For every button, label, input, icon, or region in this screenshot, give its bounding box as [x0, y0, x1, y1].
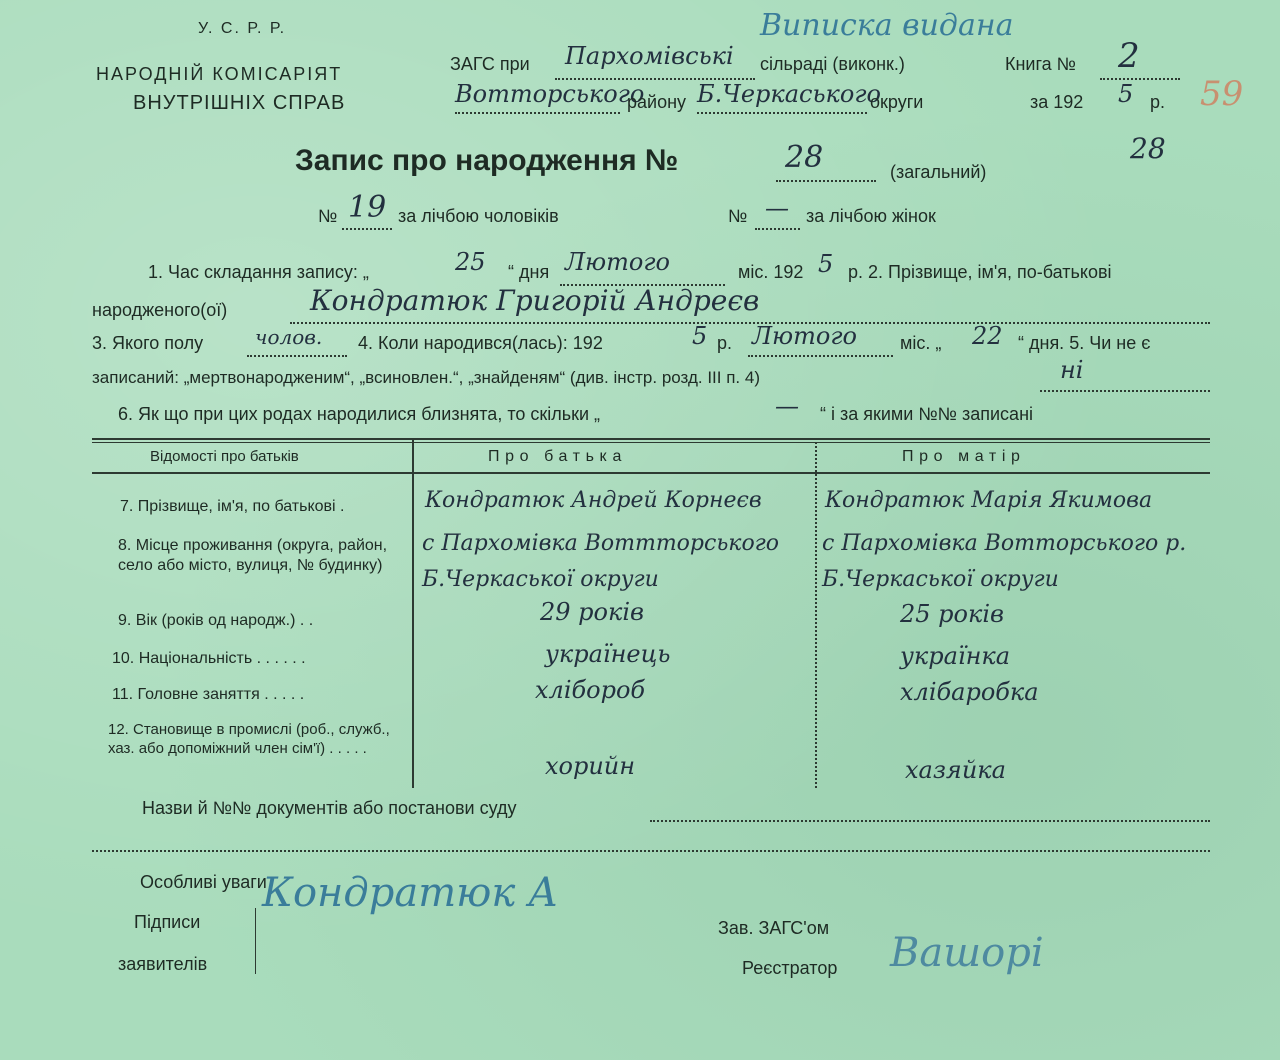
row10-father: українець [545, 640, 671, 668]
field2-label: народженого(ої) [92, 300, 228, 320]
field3-label: 3. Якого полу [92, 333, 204, 353]
women-number: — [765, 194, 789, 222]
row12-label: 12. Становище в промислі (роб., служб., хаз. або допоміжний член сім'ї) . . . . . [108, 721, 390, 757]
registrar-label: Реєстратор [742, 958, 838, 978]
sign-label2: заявителів [118, 954, 208, 974]
row7-mother: Кондратюк Марія Якимова [825, 488, 1153, 513]
women-no-label: № [728, 206, 748, 226]
stamp-note: Виписка видана [760, 8, 1014, 43]
sign-label1: Підписи [134, 912, 201, 932]
col-mother-header: Про матір [902, 448, 1026, 465]
row11-mother: хлібаробка [900, 678, 1039, 706]
field2-value: Кондратюк Григорій Андреєв [310, 284, 760, 317]
ministry-line1: НАРОДНІЙ КОМІСАРІЯТ [96, 64, 343, 84]
ussr-label: У. С. Р. Р. [198, 20, 287, 37]
field6-suffix: “ і за якими №№ записані [820, 404, 1034, 424]
field4-year: 5 [692, 322, 708, 350]
head-label: Зав. ЗАГС'ом [718, 918, 830, 938]
field4-year-suffix: р. [717, 333, 733, 353]
row11-label: 11. Головне заняття . . . . . [112, 686, 305, 703]
field6-value: — [775, 392, 799, 420]
col-father-header: Про батька [488, 448, 627, 465]
docs-label: Назви й №№ документів або постанови суду [142, 798, 517, 818]
men-number: 19 [348, 190, 387, 225]
applicant-signature: Кондратюк А [262, 870, 559, 916]
field6-label: 6. Як що при цих родах народилися близнята, то скільки „ [118, 404, 601, 424]
year-label: за 192 [1030, 92, 1084, 112]
field1-year: 5 [818, 250, 834, 278]
record-title: Запис про народження № [295, 144, 679, 177]
side-number2: 28 [1130, 132, 1166, 165]
council-label: сільраді (виконк.) [760, 54, 905, 74]
row8-father: с Пархомівка Воттторського Б.Черкаської округи [422, 531, 780, 592]
field4-day-suffix: “ дня. 5. Чи не є [1018, 333, 1151, 353]
row12-mother: хазяйка [905, 756, 1006, 784]
zags-label: ЗАГС при [450, 54, 530, 74]
field1-day: 25 [455, 248, 486, 276]
book-label: Книга № [1005, 54, 1076, 74]
row10-mother: українка [900, 642, 1011, 670]
year-value: 5 [1118, 80, 1134, 108]
row12-father: хорийн [545, 752, 636, 780]
row7-father: Кондратюк Андрей Корнеєв [425, 488, 762, 513]
men-label: за лічбою чоловіків [398, 206, 559, 226]
side-number: 59 [1200, 74, 1244, 114]
men-no-label: № [318, 206, 338, 226]
okrug-label: округи [870, 92, 924, 112]
col-info-header: Відомості про батьків [150, 448, 299, 465]
notes-label: Особливі уваги [140, 872, 267, 892]
general-label: (загальний) [890, 162, 987, 182]
field1-year-suffix: р. 2. Прізвище, ім'я, по-батькові [848, 262, 1112, 282]
district-label: району [627, 92, 687, 112]
ministry-line2: ВНУТРІШНІХ СПРАВ [133, 92, 346, 114]
year-suffix: р. [1150, 92, 1166, 112]
row9-label: 9. Вік (років од народж.) . . [118, 612, 314, 629]
row8-label: 8. Місце проживання (округа, район, село або місто, вулиця, № будинку) [118, 537, 388, 574]
book-value: 2 [1118, 36, 1140, 76]
district-value: Вотторського [455, 80, 645, 108]
record-number: 28 [785, 140, 824, 175]
registrar-signature: Вашорі [890, 930, 1044, 976]
row9-mother: 25 років [900, 600, 1004, 628]
field1-month: Лютого [565, 248, 670, 276]
row8-mother: с Пархомівка Вотторського р. Б.Черкаської округи [822, 531, 1187, 592]
field1-label: 1. Час складання запису: „ [148, 262, 369, 282]
okrug-value: Б.Черкаського [697, 80, 881, 108]
field4-month: Лютого [752, 322, 857, 350]
women-label: за лічбою жінок [806, 206, 936, 226]
zags-value: Пархомівські [565, 42, 734, 70]
field1-month-suffix: міс. 192 [738, 262, 804, 282]
row11-father: хлібороб [535, 676, 646, 704]
field1-day-suffix: “ дня [508, 262, 550, 282]
field5-label: записаний: „мертвонародженим“, „всиновлен.“, „знайденям“ (див. інстр. розд. III п. 4) [92, 368, 760, 387]
field4-day: 22 [972, 322, 1003, 350]
field3-value: чолов. [255, 325, 323, 349]
row9-father: 29 років [540, 598, 644, 626]
field4-month-suffix: міс. „ [900, 333, 942, 353]
row10-label: 10. Національність . . . . . . [112, 650, 306, 667]
field4-label: 4. Коли народився(лась): 192 [358, 333, 603, 353]
field5-value: ні [1060, 356, 1084, 384]
row7-label: 7. Прізвище, ім'я, по батькові . [120, 498, 345, 515]
